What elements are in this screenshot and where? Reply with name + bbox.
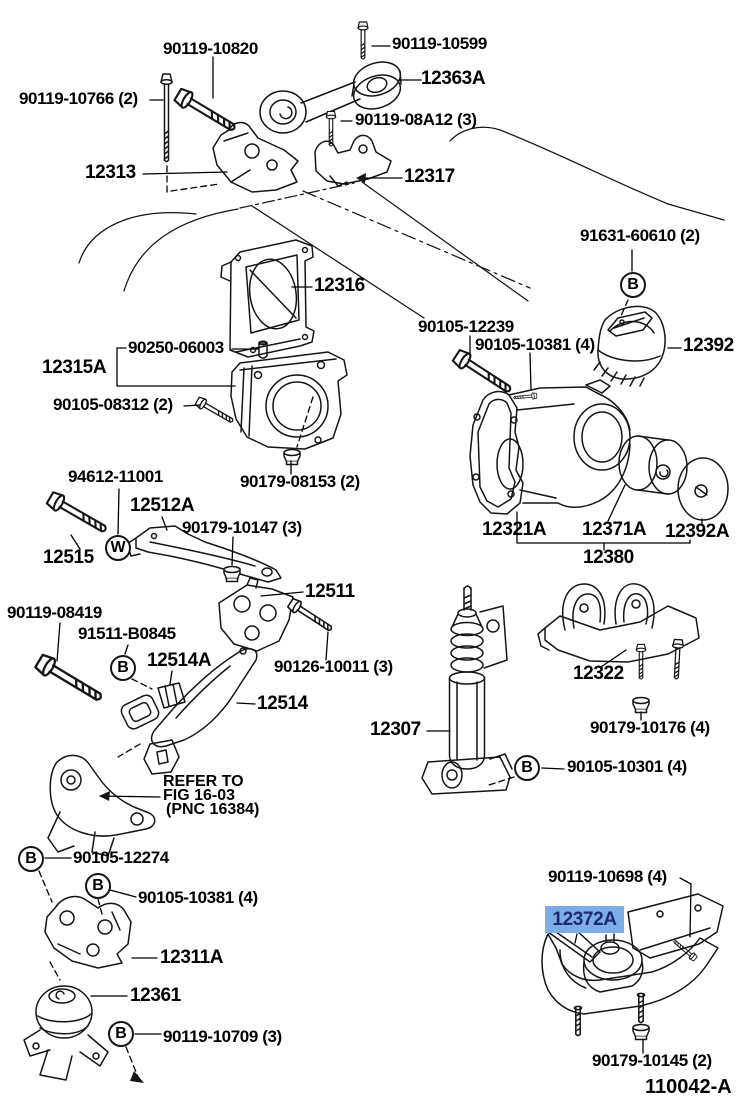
callout-circle-B-91631: B (620, 272, 646, 298)
part-label-12511: 12511 (305, 581, 355, 602)
part-label-12307: 12307 (370, 719, 421, 740)
part-label-12514: 12514 (257, 693, 308, 714)
part-label-12392: 12392 (683, 335, 734, 356)
part-label-90119-10820: 90119-10820 (163, 39, 258, 58)
part-label-12311A: 12311A (160, 947, 224, 968)
part-12361-drawing (24, 986, 108, 1080)
part-label-12313: 12313 (85, 162, 136, 183)
callout-circle-B-91511: B (110, 655, 136, 681)
note-refer-to-line3: (PNC 16384) (166, 801, 260, 818)
part-12514A-drawing (158, 683, 185, 708)
part-label-90179-10147: 90179-10147 (3) (182, 518, 302, 537)
part-label-90105-10301: 90105-10301 (4) (567, 757, 687, 776)
part-12316-drawing (221, 240, 314, 357)
part-label-90119-10766: 90119-10766 (2) (19, 89, 138, 108)
part-label-90119-08A12: 90119-08A12 (3) (355, 110, 477, 129)
part-label-12316: 12316 (314, 275, 365, 296)
highlighted-part-label-12372A[interactable]: 12372A (545, 906, 624, 933)
note-refer-to-line1: REFER TO (163, 773, 244, 790)
part-12311A-drawing (45, 897, 131, 968)
part-label-12514A: 12514A (147, 650, 212, 671)
callout-circle-B-12274: B (18, 846, 44, 872)
part-label-12515: 12515 (43, 547, 94, 568)
part-label-90105-08312: 90105-08312 (2) (53, 395, 173, 414)
part-12392-drawing (594, 306, 665, 386)
part-refer-arm-drawing (48, 755, 155, 856)
part-label-12361: 12361 (130, 985, 181, 1006)
figure-code-label: 110042-A (645, 1076, 732, 1098)
part-label-90119-10709: 90119-10709 (3) (163, 1027, 282, 1046)
part-label-90105-12274: 90105-12274 (73, 848, 169, 867)
part-label-90105-12239: 90105-12239 (418, 317, 514, 336)
assembly-dashed-lines (39, 166, 628, 1077)
part-label-90119-10599: 90119-10599 (392, 34, 487, 53)
callout-circle-W-94612: W (105, 535, 131, 561)
part-label-90179-08153: 90179-08153 (2) (240, 472, 360, 491)
part-label-12322: 12322 (573, 663, 624, 684)
part-12392A-drawing (678, 458, 728, 520)
part-label-90179-10145: 90179-10145 (2) (592, 1051, 712, 1070)
part-label-12321A: 12321A (482, 519, 547, 540)
part-label-90105-10381-upper: 90105-10381 (4) (475, 335, 595, 354)
part-label-90119-08419: 90119-08419 (7, 603, 102, 622)
callout-circle-B-10301: B (514, 755, 540, 781)
part-label-12315A: 12315A (42, 357, 107, 378)
part-label-91631-60610: 91631-60610 (2) (580, 226, 700, 245)
part-label-12392A: 12392A (665, 521, 730, 542)
part-label-12363A: 12363A (421, 68, 486, 89)
part-label-91511-B0845: 91511-B0845 (78, 624, 176, 643)
arrow-head (130, 1071, 144, 1083)
part-label-90105-10381-lower: 90105-10381 (4) (138, 888, 258, 907)
part-12511-drawing (219, 578, 293, 651)
callout-circle-B-10709: B (108, 1021, 134, 1047)
part-label-12371A: 12371A (582, 519, 647, 540)
part-label-94612-11001: 94612-11001 (68, 467, 163, 486)
note-refer-to-line2: FIG 16-03 (163, 787, 236, 804)
part-label-90179-10176: 90179-10176 (4) (590, 718, 710, 737)
part-12307-drawing (422, 586, 512, 794)
part-label-90119-10698: 90119-10698 (4) (548, 867, 667, 886)
part-label-90250-06003: 90250-06003 (128, 338, 224, 357)
part-label-90126-10011: 90126-10011 (3) (274, 657, 393, 676)
part-label-12317: 12317 (404, 166, 455, 187)
part-12321A-drawing (470, 380, 630, 514)
callout-circle-B-10381: B (85, 873, 111, 899)
part-label-12512A: 12512A (130, 495, 195, 516)
part-label-12380: 12380 (583, 547, 634, 568)
